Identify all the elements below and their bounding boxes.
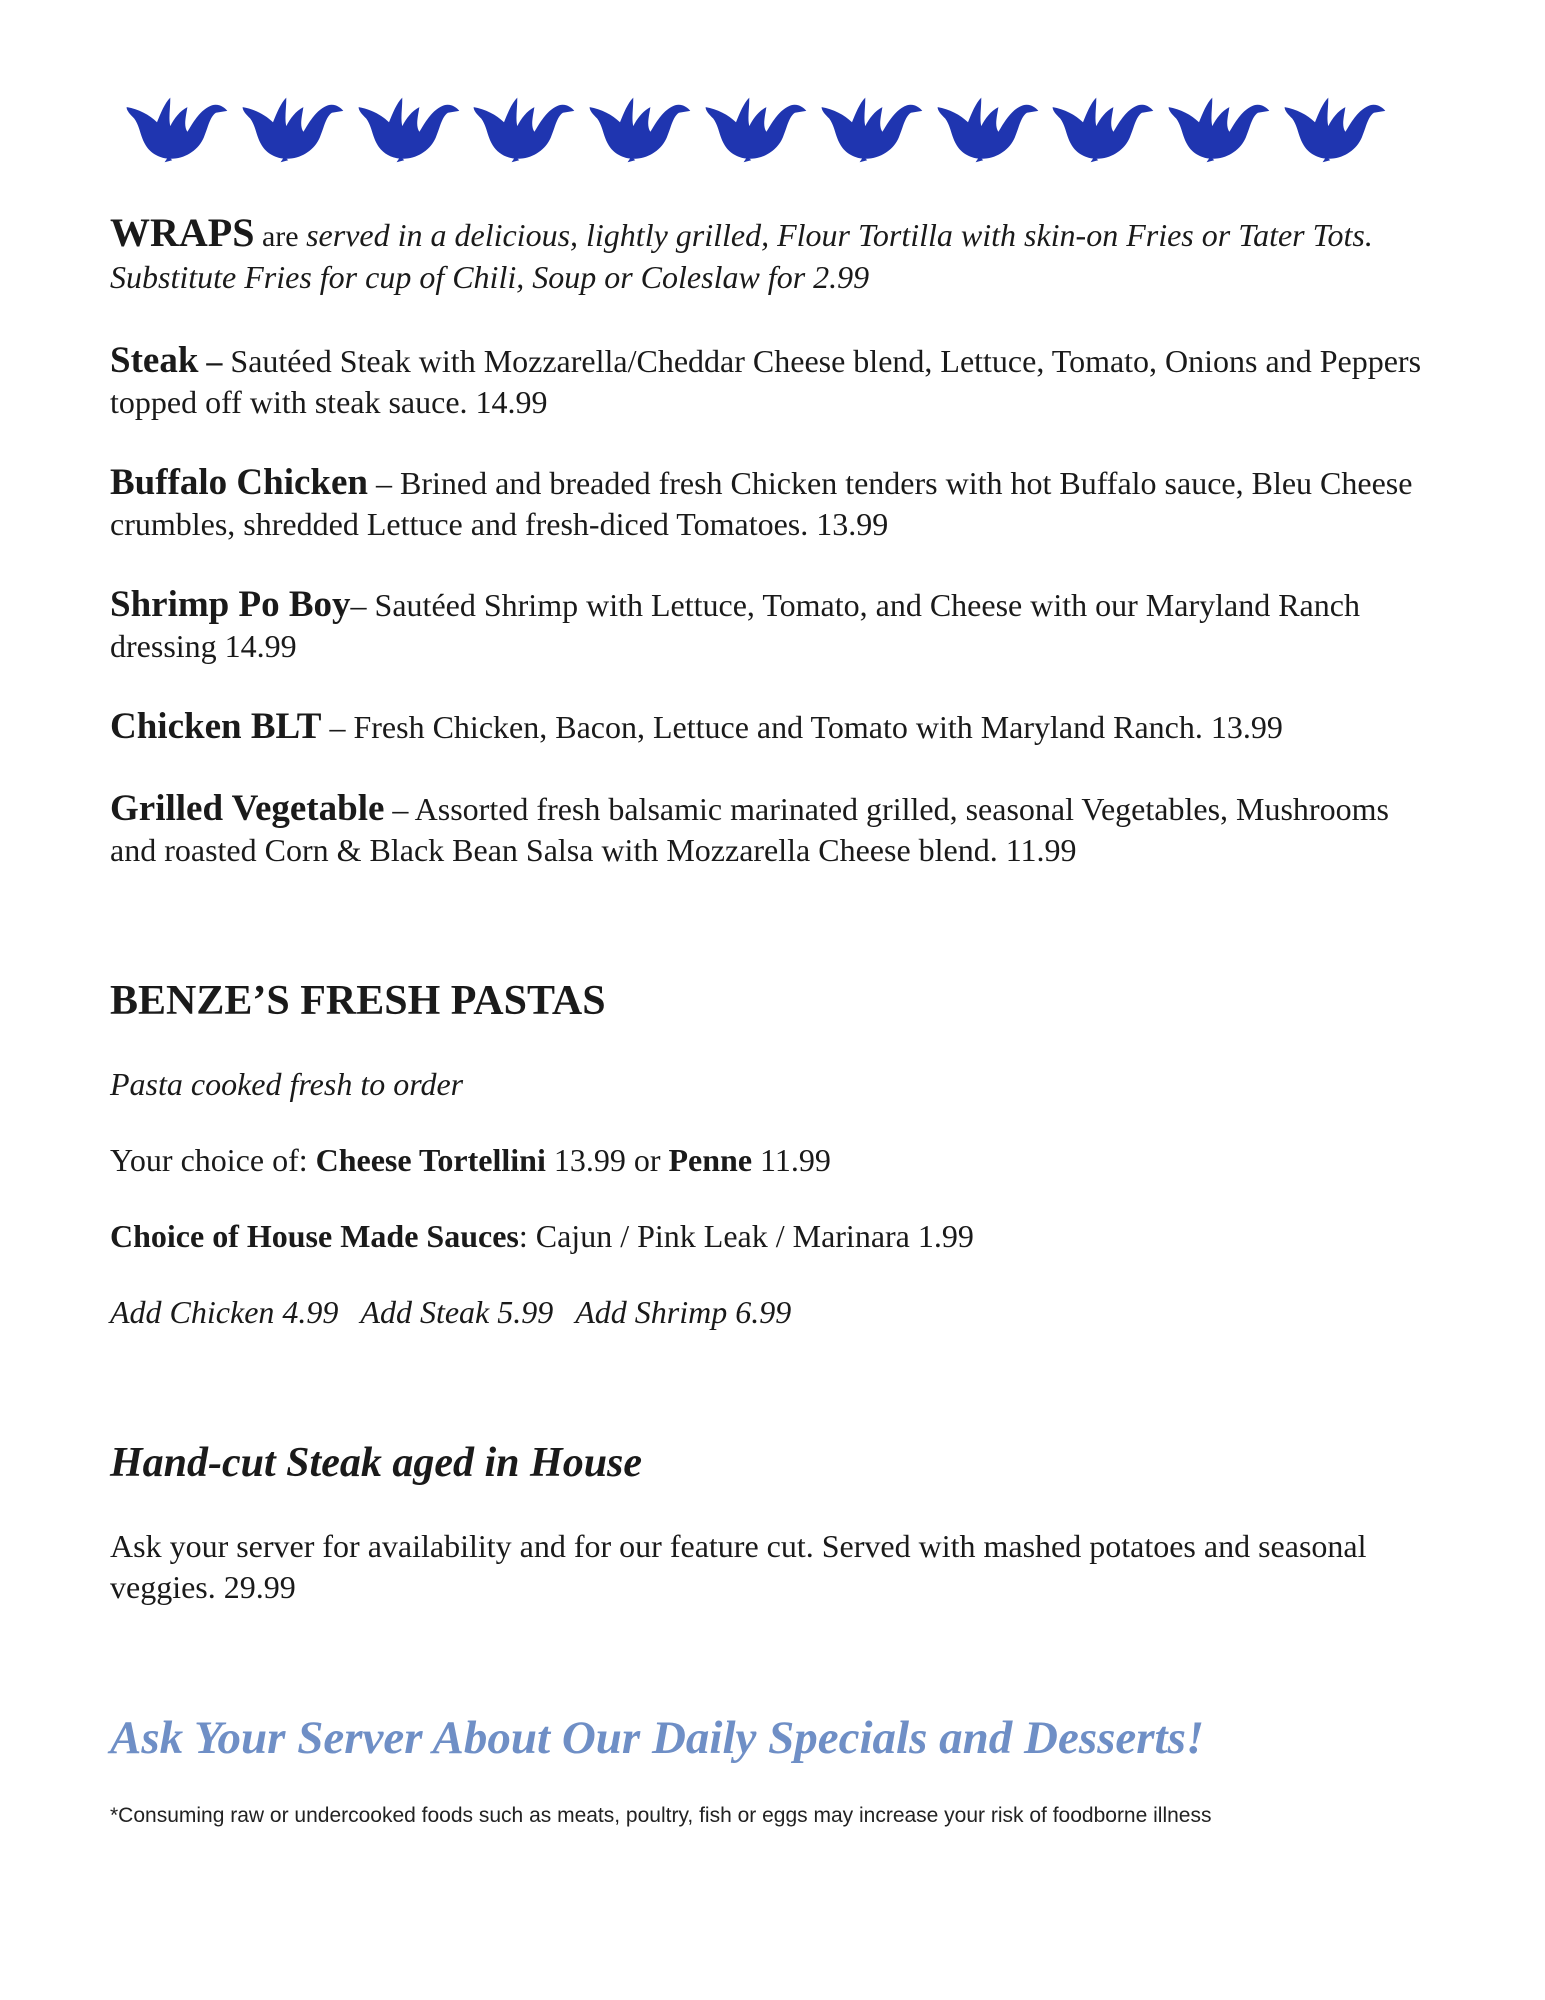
sauces-label: Choice of House Made Sauces [110,1218,519,1254]
item-name: Buffalo Chicken [110,462,369,503]
steak-description-text: Ask your server for availability and for our feature cut. Served with mashed potatoes and seasonal veggies. 29.99 [110,1528,1367,1605]
pasta-addons-line [110,1292,1440,1333]
item-name: Shrimp Po Boy [110,584,351,625]
pasta-note [110,1064,1440,1105]
steak-description [110,1526,1440,1608]
menu-item-grilled-vegetable [110,788,1440,871]
item-description: Fresh Chicken, Bacon, Lettuce and Tomato with Maryland Ranch. 13.99 [353,709,1283,745]
item-name: Steak [110,340,199,381]
addon-shrimp: Add Shrimp 6.99 [575,1294,792,1330]
pasta-choice-prefix: Your choice of: [110,1142,316,1178]
sauces-options: : Cajun / Pink Leak / Marinara 1.99 [518,1218,974,1254]
specials-banner: Ask Your Server About Our Daily Specials and Desserts! [110,1712,1205,1764]
swan-icon [1162,90,1274,166]
pasta-option-tortellini-price: 13.99 or [545,1142,669,1178]
pastas-section-title: BENZE’S FRESH PASTAS [110,978,606,1024]
menu-item-steak [110,340,1440,423]
pasta-note-text: Pasta cooked fresh to order [110,1066,464,1102]
swan-icon [352,90,464,166]
pasta-option-tortellini: Cheese Tortellini [315,1142,546,1178]
pasta-sauces-line [110,1216,1440,1257]
swan-icon [1046,90,1158,166]
addon-chicken: Add Chicken 4.99 [110,1294,339,1330]
swan-decoration-row [120,88,1390,168]
pasta-option-penne: Penne [668,1142,753,1178]
item-description: Assorted fresh balsamic marinated grilled, seasonal Vegetables, Mushrooms and roasted Corn & Black Bean Salsa with Mozzarella Cheese blend. 11.99 [110,791,1389,868]
swan-icon [1278,90,1390,166]
menu-item-shrimp-po-boy [110,584,1440,667]
item-description: Sautéed Shrimp with Lettuce, Tomato, and Cheese with our Maryland Ranch dressing 14.99 [110,587,1360,664]
steak-section-title: Hand-cut Steak aged in House [110,1440,643,1486]
wraps-intro [110,212,1440,298]
menu-item-chicken-blt [110,706,1440,748]
swan-icon [467,90,579,166]
pasta-choice-line [110,1140,1440,1181]
item-dash: – [368,465,401,501]
swan-icon [236,90,348,166]
item-name: Chicken BLT [110,706,322,747]
wraps-intro-text: served in a delicious, lightly grilled, Flour Tortilla with skin-on Fries or Tater Tots. [306,217,1373,253]
wraps-title: WRAPS [110,210,255,255]
wraps-are-word: are [254,220,307,253]
item-dash: – [321,709,354,745]
swan-icon [120,90,232,166]
pasta-option-penne-price: 11.99 [752,1142,831,1178]
item-dash: – [350,587,375,623]
item-dash: – [198,343,231,379]
menu-item-buffalo-chicken [110,462,1440,545]
swan-icon [583,90,695,166]
item-description: Sautéed Steak with Mozzarella/Cheddar Cheese blend, Lettuce, Tomato, Onions and Peppers topped off with steak sauce. 14.99 [110,343,1422,420]
swan-icon [931,90,1043,166]
item-description: Brined and breaded fresh Chicken tenders with hot Buffalo sauce, Bleu Cheese crumbles, shredded Lettuce and fresh-diced Tomatoes. 13.99 [110,465,1413,542]
item-dash: – [384,791,415,827]
swan-icon [815,90,927,166]
addon-steak: Add Steak 5.99 [360,1294,554,1330]
item-name: Grilled Vegetable [110,788,385,829]
food-safety-disclaimer: *Consuming raw or undercooked foods such as meats, poultry, fish or eggs may increase your risk of foodborne illness [110,1804,1212,1827]
swan-icon [699,90,811,166]
wraps-substitute-note: Substitute Fries for cup of Chili, Soup or Coleslaw for 2.99 [110,259,870,295]
